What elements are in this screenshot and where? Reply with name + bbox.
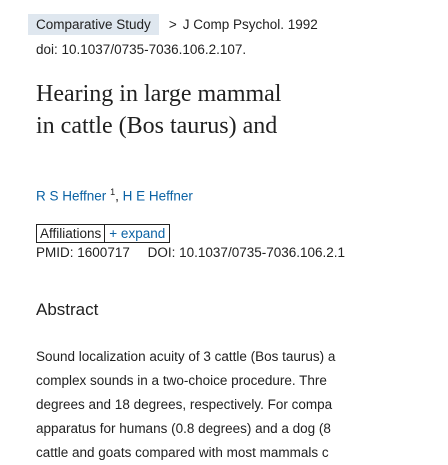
breadcrumb-separator: > bbox=[168, 17, 177, 32]
doi-citation: doi: 10.1037/0735-7036.106.2.107. bbox=[36, 42, 247, 57]
expand-affiliations-button[interactable]: + expand bbox=[104, 224, 170, 243]
title-line: in cattle (Bos taurus) and bbox=[36, 113, 278, 139]
affiliations-row bbox=[36, 224, 170, 243]
author-list bbox=[36, 187, 193, 204]
article-meta-row bbox=[36, 14, 318, 35]
article-title bbox=[36, 78, 281, 142]
pmid-value: 1600717 bbox=[77, 245, 130, 260]
author-separator: , bbox=[115, 188, 123, 204]
doi-link[interactable]: 10.1037/0735-7036.106.2.1 bbox=[179, 245, 346, 260]
abstract-line: Sound localization acuity of 3 cattle (Bos taurus) a bbox=[36, 349, 336, 364]
affiliation-marker[interactable]: 1 bbox=[110, 187, 116, 197]
author-link[interactable]: H E Heffner bbox=[122, 188, 193, 204]
abstract-text bbox=[36, 345, 448, 465]
abstract-heading: Abstract bbox=[36, 300, 99, 319]
abstract-line: degrees and 18 degrees, respectively. For compa bbox=[36, 397, 333, 412]
article-type-badge: Comparative Study bbox=[28, 14, 159, 35]
journal-citation[interactable]: J Comp Psychol. 1992 bbox=[182, 17, 318, 32]
doi-label: DOI: bbox=[147, 245, 176, 260]
abstract-line: complex sounds in a two-choice procedure. Thre bbox=[36, 373, 327, 388]
identifiers-row bbox=[36, 245, 345, 260]
author-link[interactable]: R S Heffner bbox=[36, 188, 107, 204]
affiliations-label: Affiliations bbox=[36, 224, 104, 243]
abstract-line: apparatus for humans (0.8 degrees) and a dog (8 bbox=[36, 421, 331, 436]
title-line: Hearing in large mammal bbox=[36, 81, 282, 107]
abstract-line: cattle and goats compared with most mammals c bbox=[36, 445, 329, 460]
pmid-label: PMID: bbox=[36, 245, 74, 260]
